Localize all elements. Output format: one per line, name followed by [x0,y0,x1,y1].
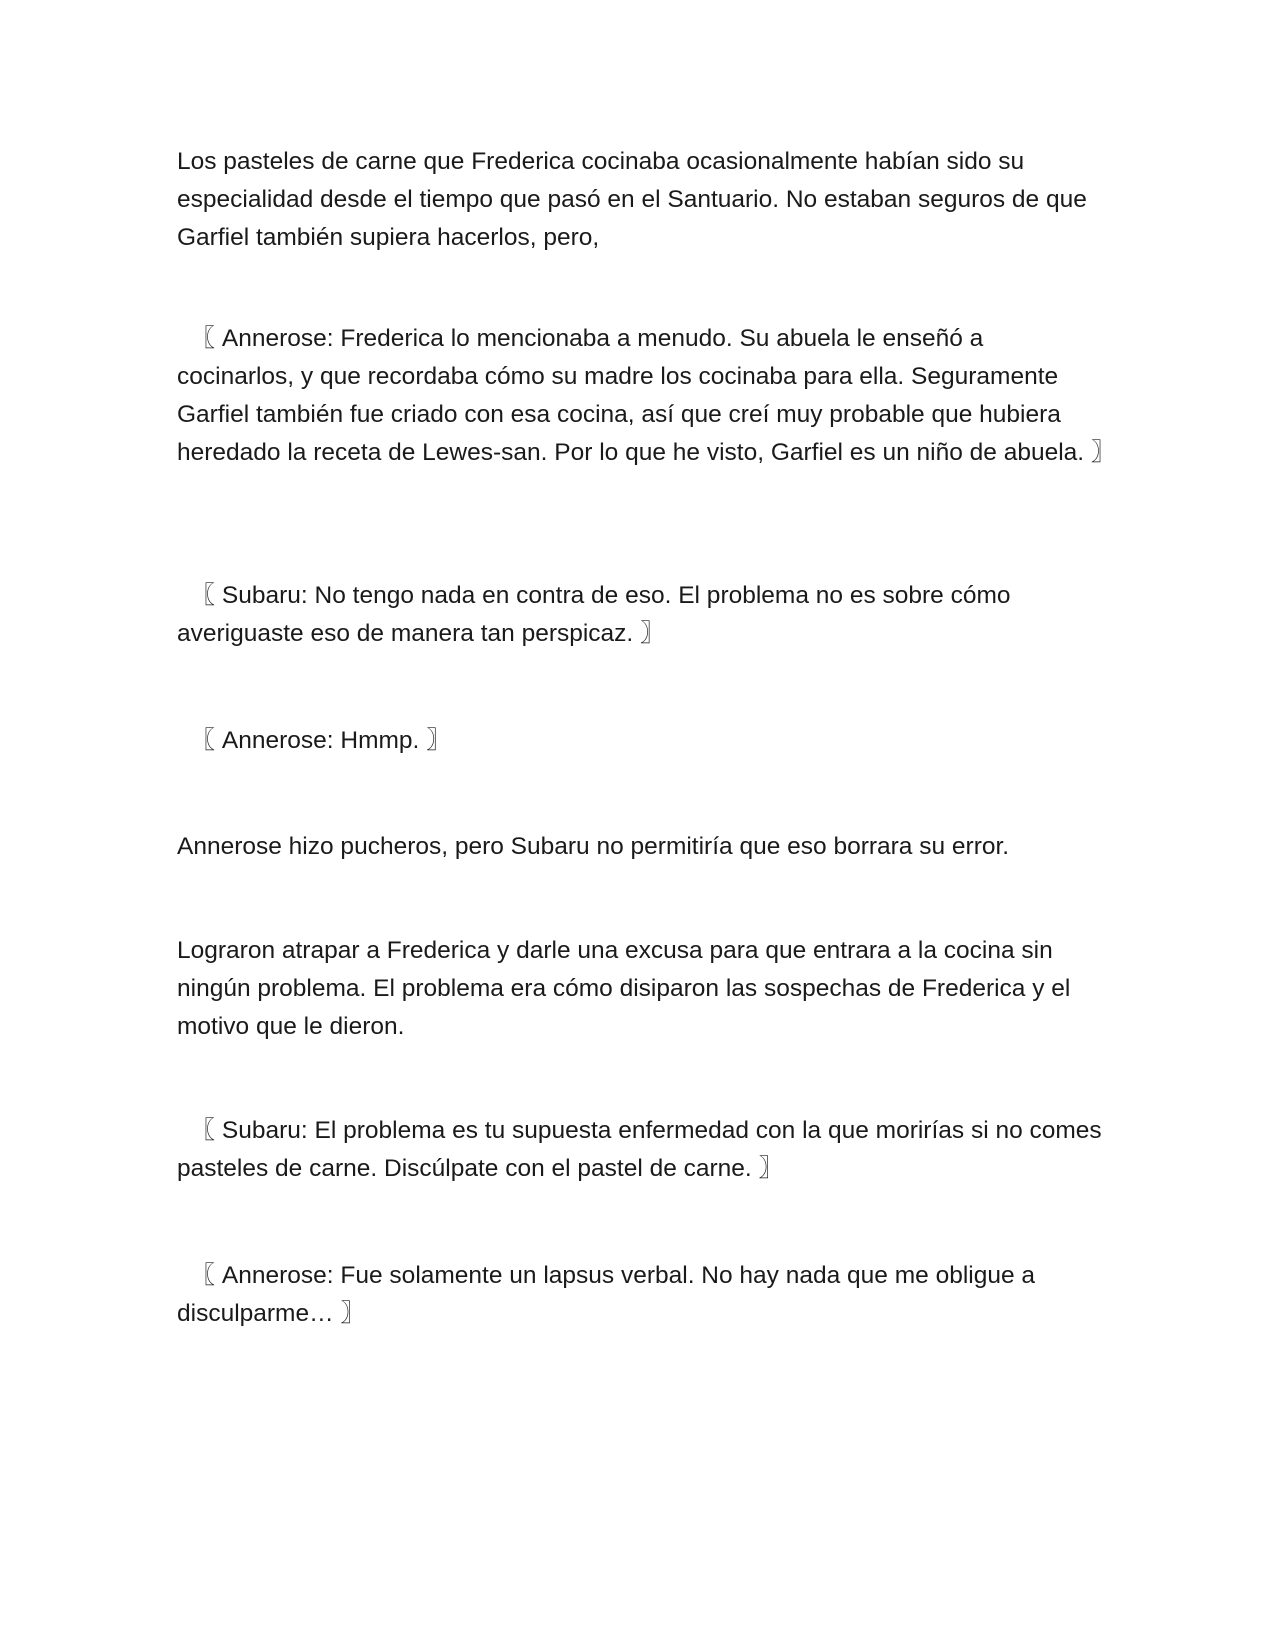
paragraph-dialogue-subaru-2: 〖 Subaru: El problema es tu supuesta enfermedad con la que morirías si no comes pasteles de carne. Discúlpate con el pastel de carne. 〗 [177,1117,1102,1182]
paragraph-narration-3: Lograron atrapar a Frederica y darle una excusa para que entrara a la cocina sin ningún problema. El problema era cómo disiparon las sospechas de Frederica y el motivo que le dieron. [177,937,1071,1040]
paragraph-narration-1: Los pasteles de carne que Frederica cocinaba ocasionalmente habían sido su especialidad desde el tiempo que pasó en el Santuario. No estaban seguros de que Garfiel también supiera hacerlos, pero, [177,148,1087,251]
paragraph-dialogue-subaru-1: 〖 Subaru: No tengo nada en contra de eso. El problema no es sobre cómo averiguaste eso de manera tan perspicaz. 〗 [177,582,1011,647]
paragraph-narration-2: Annerose hizo pucheros, pero Subaru no permitiría que eso borrara su error. [177,833,1010,860]
paragraph-dialogue-annerose-1: 〖 Annerose: Frederica lo mencionaba a menudo. Su abuela le enseñó a cocinarlos, y que recordaba cómo su madre los cocinaba para ella. Seguramente Garfiel también fue criado con esa cocina, así que creí muy probable que hubiera heredado la receta de Lewes-san. Por lo que he visto, Garfiel es un niño de abuela. 〗 [177,325,1116,466]
paragraph-dialogue-annerose-3: 〖 Annerose: Fue solamente un lapsus verbal. No hay nada que me obligue a disculparme… 〗 [177,1262,1036,1327]
paragraph-dialogue-annerose-2: 〖 Annerose: Hmmp. 〗 [177,727,451,754]
